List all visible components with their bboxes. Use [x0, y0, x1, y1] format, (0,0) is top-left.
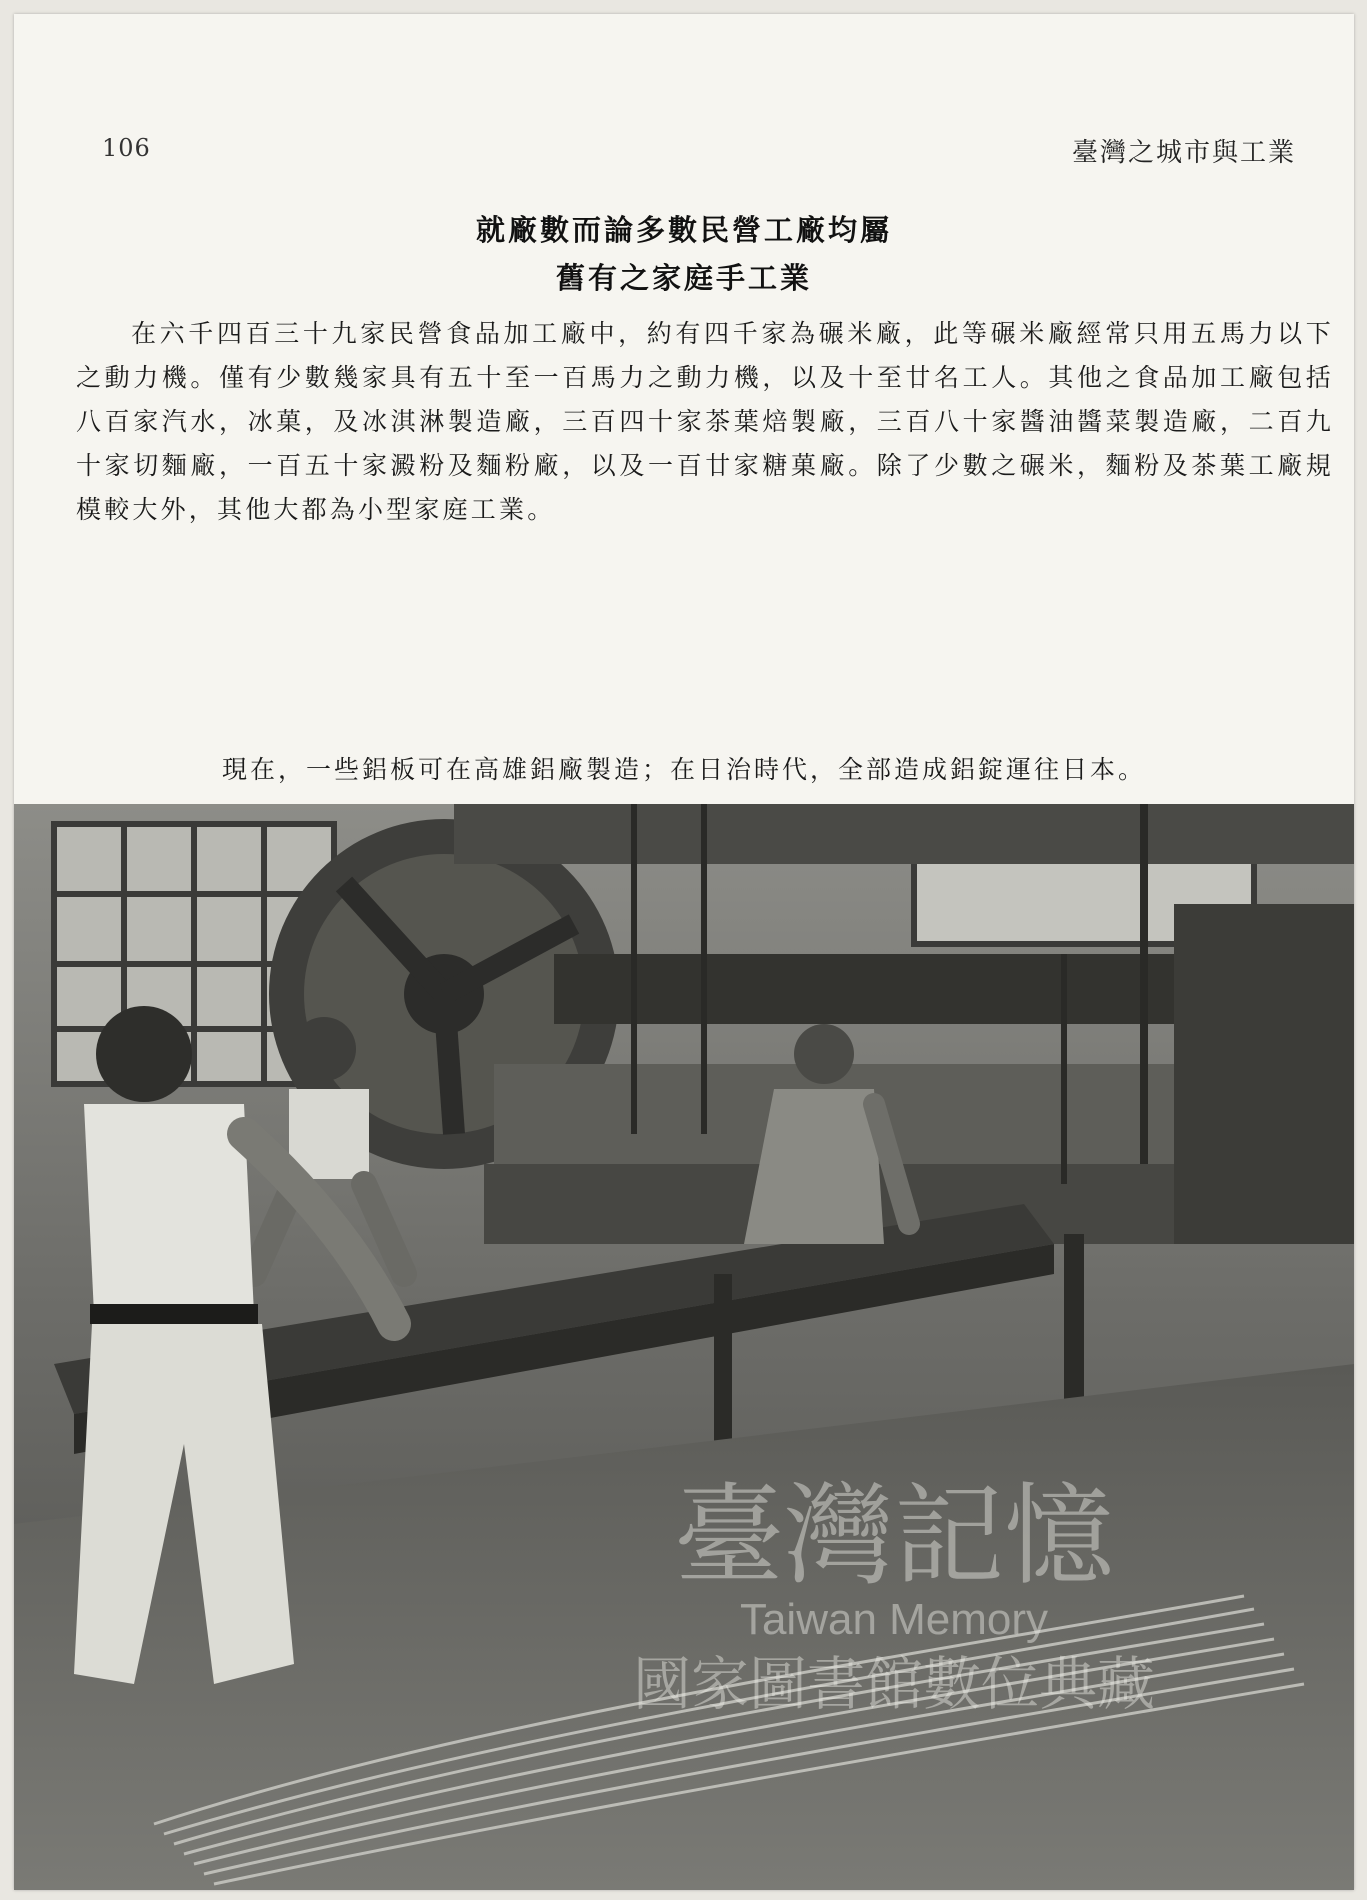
factory-photo	[14, 804, 1354, 1890]
running-head: 臺灣之城市與工業	[1071, 138, 1296, 168]
archive-watermark	[633, 1472, 1155, 1718]
page	[14, 14, 1354, 1890]
watermark-latin: Taiwan Memory	[739, 1595, 1049, 1644]
page-number: 106	[102, 134, 151, 162]
watermark-institution: 國家圖書館數位典藏	[632, 1650, 1156, 1718]
headline-line-1: 就廠數而論多數民營工廠均屬	[475, 213, 892, 247]
body-paragraph: 在六千四百三十九家民營食品加工廠中，約有四千家為碾米廠，此等碾米廠經常只用五馬力以下之動力機。僅有少數幾家具有五十至一百馬力之動力機，以及十至廿名工人。其他之食品加工廠包括八百家汽水，冰菓，及冰淇淋製造廠，三百四十家茶葉焙製廠，三百八十家醬油醬菜製造廠，二百九十家切麵廠，一百五十家澱粉及麵粉廠，以及一百廿家糖菓廠。除了少數之碾米，麵粉及茶葉工廠規模較大外，其他大都為小型家庭工業。	[76, 319, 1334, 524]
figure-caption: 現在，一些鋁板可在高雄鋁廠製造；在日治時代，全部造成鋁錠運往日本。	[221, 755, 1146, 784]
section-headline	[14, 206, 1354, 302]
watermark-logo-text: 臺灣記憶	[674, 1472, 1114, 1600]
headline-line-2: 舊有之家庭手工業	[555, 261, 812, 295]
factory-photo-illustration	[14, 804, 1354, 1890]
